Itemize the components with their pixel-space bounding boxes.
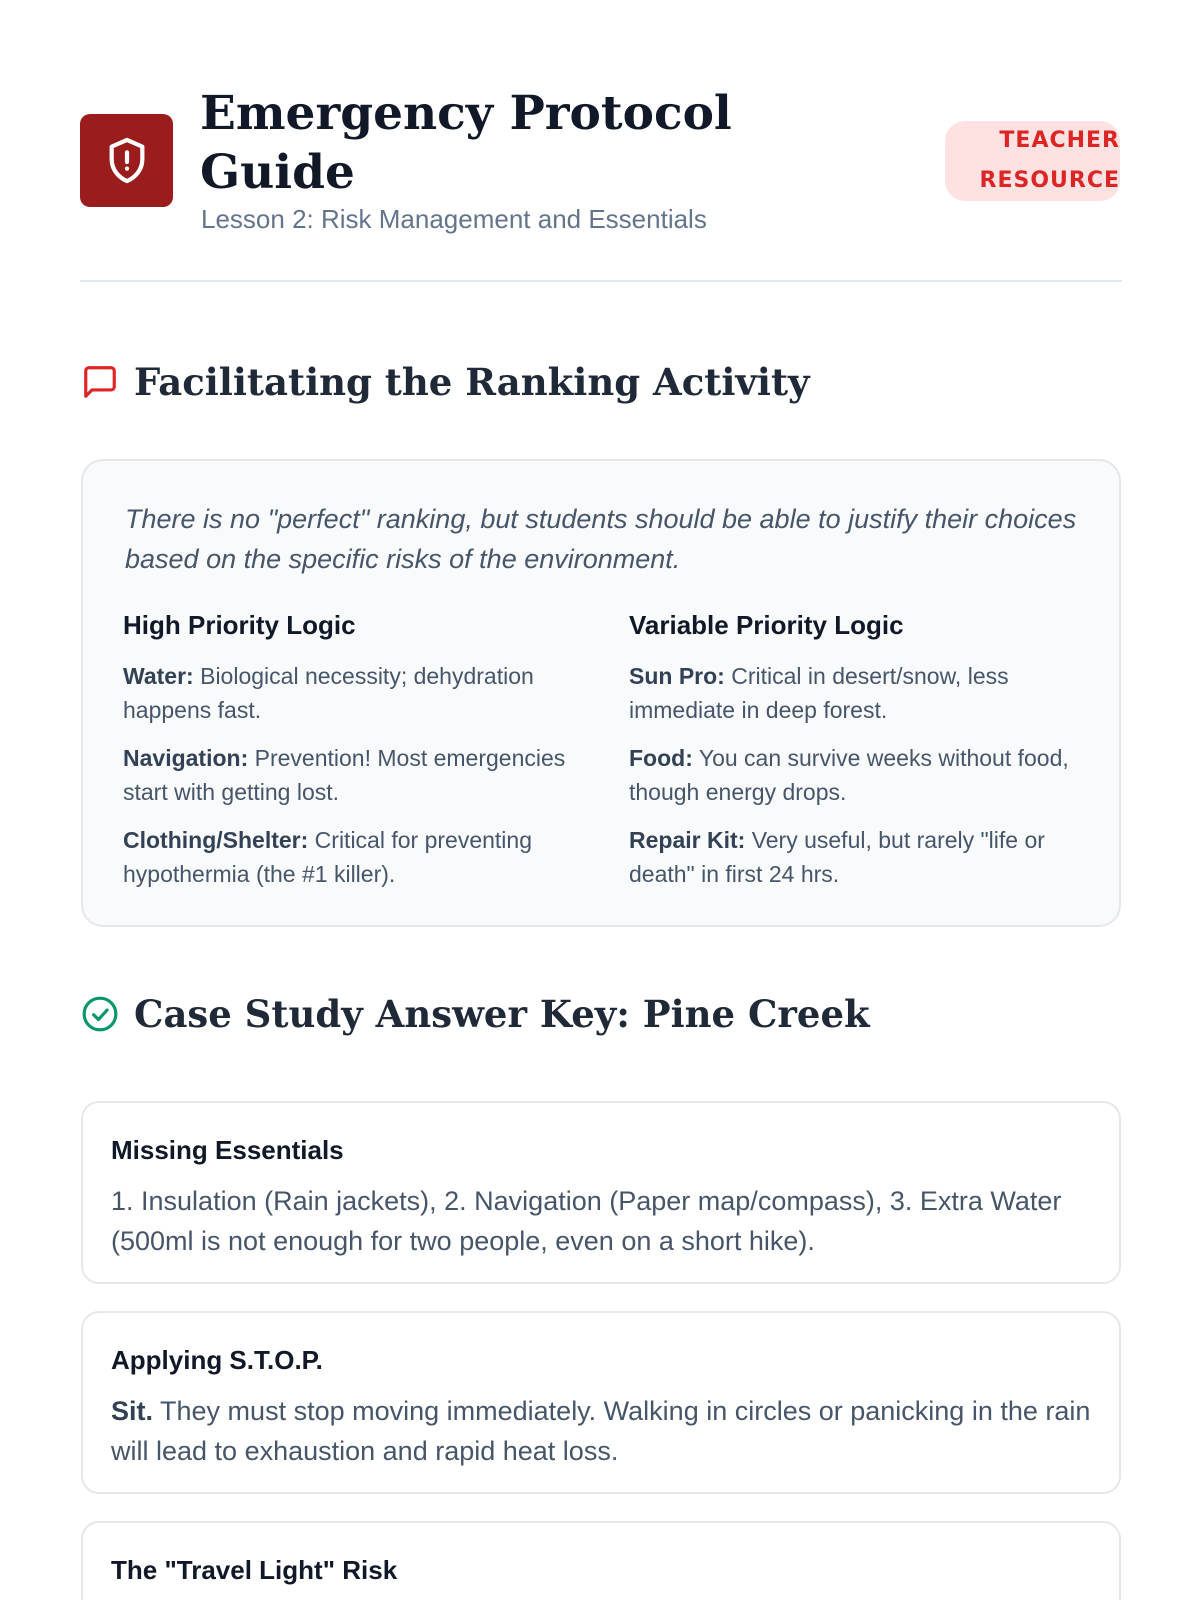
logic-term: Food: (629, 745, 693, 771)
answer-text (111, 1391, 1091, 1471)
logic-term: Repair Kit: (629, 827, 746, 853)
logic-text: You can survive weeks without food, though energy drops. (629, 745, 1069, 805)
variable-priority-column (629, 609, 1089, 905)
ranking-card (81, 459, 1121, 927)
shield-alert-icon (80, 114, 173, 207)
answer-title: Applying S.T.O.P. (111, 1345, 323, 1375)
high-priority-column (123, 609, 583, 905)
answer-text (111, 1181, 1091, 1261)
logic-item (629, 741, 1089, 809)
ranking-intro: There is no "perfect" ranking, but students should be able to justify their choices based on the specific risks of the environment. (125, 504, 1077, 574)
logic-term: Sun Pro: (629, 663, 725, 689)
high-priority-title: High Priority Logic (123, 610, 356, 640)
answer-card-travel-light (81, 1521, 1121, 1600)
answer-body: 1. Insulation (Rain jackets), 2. Navigation (Paper map/compass), 3. Extra Water (500ml is not enough for two people, even on a short hike). (111, 1186, 1062, 1256)
answer-card-missing-essentials (81, 1101, 1121, 1284)
logic-text: Prevention! Most emergencies start with getting lost. (123, 745, 566, 805)
logic-item (123, 659, 583, 727)
ranking-heading: Facilitating the Ranking Activity (134, 360, 810, 404)
logic-text: Critical in desert/snow, less immediate in deep forest. (629, 663, 1009, 723)
ranking-section-heading (80, 360, 810, 404)
header-divider (80, 280, 1122, 282)
logic-item (123, 741, 583, 809)
case-study-heading: Case Study Answer Key: Pine Creek (134, 992, 870, 1036)
answer-title: Missing Essentials (111, 1135, 344, 1165)
logic-text: Very useful, but rarely "life or death" in first 24 hrs. (629, 827, 1045, 887)
message-square-icon (80, 362, 120, 402)
answer-card-stop (81, 1311, 1121, 1494)
logic-item (123, 823, 583, 891)
page-title: Emergency Protocol Guide (200, 86, 732, 200)
case-study-section-heading (80, 992, 870, 1036)
teacher-resource-badge: TEACHER RESOURCE (945, 121, 1120, 201)
logic-term: Clothing/Shelter: (123, 827, 309, 853)
check-circle-icon (80, 994, 120, 1034)
logic-term: Navigation: (123, 745, 249, 771)
logic-text: Biological necessity; dehydration happens fast. (123, 663, 534, 723)
logic-item (629, 823, 1089, 891)
answer-title: The "Travel Light" Risk (111, 1555, 398, 1585)
logic-item (629, 659, 1089, 727)
logic-term: Water: (123, 663, 194, 689)
header (80, 84, 1120, 284)
answer-lead: Sit. (111, 1396, 154, 1426)
answer-body: They must stop moving immediately. Walking in circles or panicking in the rain will lead to exhaustion and rapid heat loss. (111, 1396, 1091, 1466)
logic-text: Critical for preventing hypothermia (the #1 killer). (123, 827, 532, 887)
page-subtitle: Lesson 2: Risk Management and Essentials (201, 204, 707, 234)
variable-priority-title: Variable Priority Logic (629, 610, 904, 640)
